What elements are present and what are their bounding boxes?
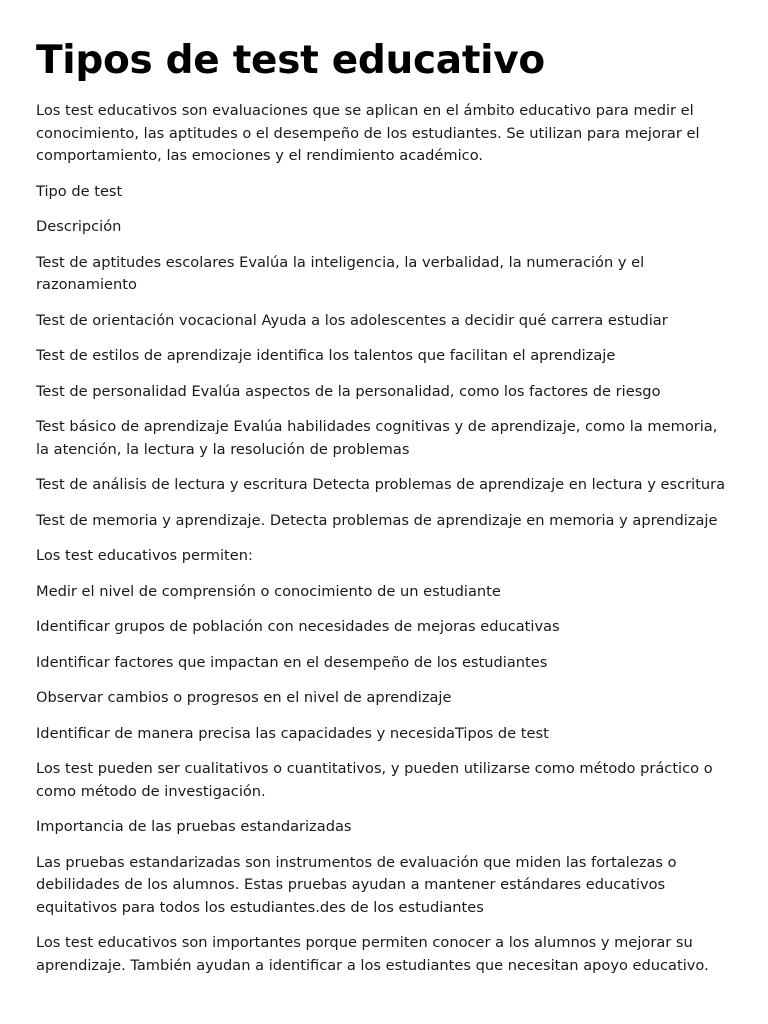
test-type-row: Test de orientación vocacional Ayuda a los adolescentes a decidir qué carrera estudiar xyxy=(36,311,668,329)
intro-paragraph: Los test educativos son evaluaciones que se aplican en el ámbito educativo para medir el conocimiento, las aptitudes o el desempeño de los estudiantes. Se utilizan para mejorar el comportamiento, las emociones y el rendimiento académico. xyxy=(36,102,700,164)
section-heading: Importancia de las pruebas estandarizadas xyxy=(36,818,352,835)
test-type-row: Test de análisis de lectura y escritura Detecta problemas de aprendizaje en lectura y escritura xyxy=(36,476,726,493)
benefit-item: Identificar de manera precisa las capacidades y necesidaTipos de test xyxy=(36,724,549,742)
benefits-heading: Los test educativos permiten: xyxy=(36,547,253,564)
test-type-row: Test básico de aprendizaje Evalúa habilidades cognitivas y de aprendizaje, como la memoria, la atención, la lectura y la resolución de problemas xyxy=(36,418,718,458)
types-paragraph: Los test pueden ser cualitativos o cuantitativos, y pueden utilizarse como método práctico o como método de investigación. xyxy=(36,760,713,800)
test-type-row: Test de memoria y aprendizaje. Detecta problemas de aprendizaje en memoria y aprendizaje xyxy=(36,511,718,529)
page-title: Tipos de test educativo xyxy=(36,38,545,83)
test-type-row: Test de personalidad Evalúa aspectos de la personalidad, como los factores de riesgo xyxy=(36,382,661,400)
benefit-item: Identificar grupos de población con necesidades de mejoras educativas xyxy=(36,618,560,635)
conclusion-paragraph: Los test educativos son importantes porque permiten conocer a los alumnos y mejorar su aprendizaje. También ayudan a identificar a los estudiantes que necesitan apoyo educativo. xyxy=(36,934,709,974)
test-type-row: Test de aptitudes escolares Evalúa la inteligencia, la verbalidad, la numeración y el razonamiento xyxy=(36,253,645,293)
test-type-row: Test de estilos de aprendizaje identifica los talentos que facilitan el aprendizaje xyxy=(36,347,616,364)
benefit-item: Medir el nivel de comprensión o conocimiento de un estudiante xyxy=(36,582,501,600)
table-header-type: Tipo de test xyxy=(36,182,123,200)
benefit-item: Identificar factores que impactan en el desempeño de los estudiantes xyxy=(36,653,548,671)
standardized-paragraph: Las pruebas estandarizadas son instrumentos de evaluación que miden las fortalezas o debilidades de los alumnos. Estas pruebas ayudan a mantener estándares educativos equitativos para todos los estudiantes.des de los estudiantes xyxy=(36,853,677,916)
benefit-item: Observar cambios o progresos en el nivel de aprendizaje xyxy=(36,689,452,706)
table-header-description: Descripción xyxy=(36,218,122,235)
